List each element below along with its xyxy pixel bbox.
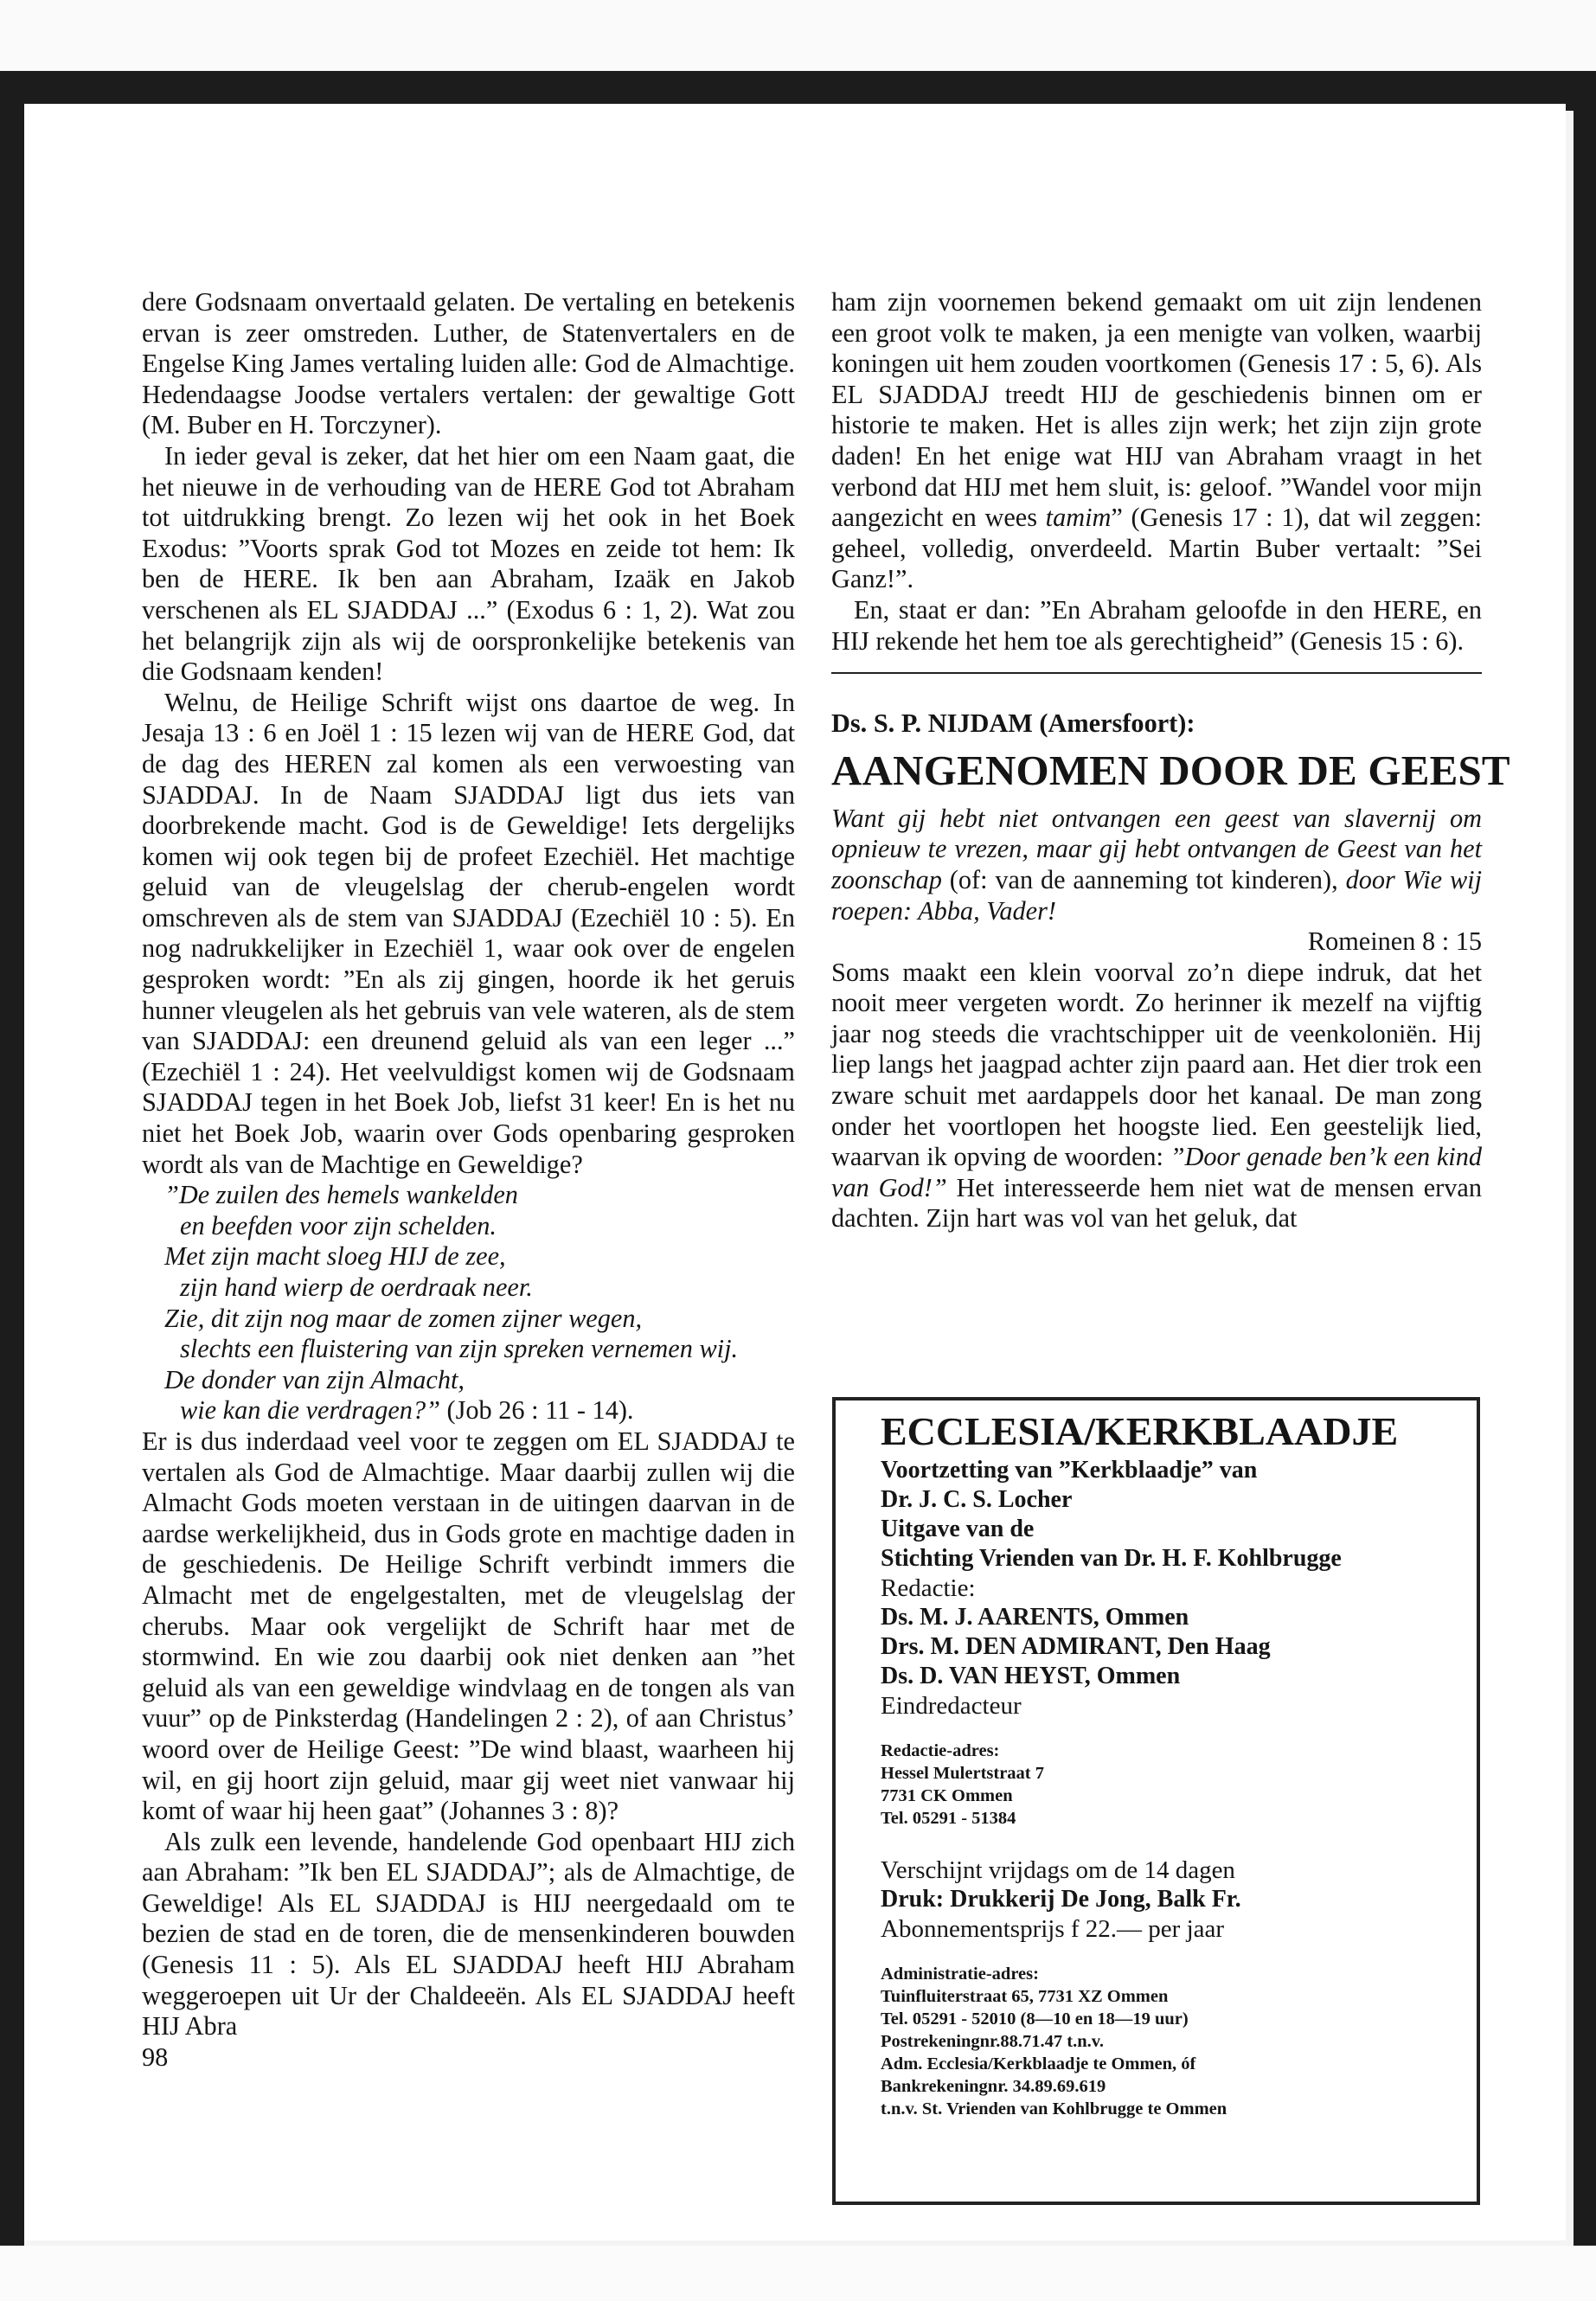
text-run: Soms maakt een klein voorval zo’n diepe indruk, dat het nooit meer vergeten wordt. Zo herinner ik mezelf na vijftig jaar nog steeds die vrachtschipper uit de veenkoloniën. Hij liep langs het jaagpad achter zijn paard aan. Het dier trok een zware schuit met aardappels door het kanaal. De man zong onder het voortlopen het hoogste lied. Een geestelijk lied, waarvan ik opving de woorden: xyxy=(831,957,1482,1172)
poem-line: ”De zuilen des hemels wankelden xyxy=(164,1180,518,1210)
editor-line: Ds. M. J. AARENTS, Ommen xyxy=(881,1604,1189,1631)
poem-quote xyxy=(142,1180,795,1426)
paragraph xyxy=(831,958,1482,1234)
text-run: door Wie wij roepen: Abba, Vader! xyxy=(831,864,1483,926)
address-label: Redactie-adres: xyxy=(881,1741,1000,1760)
text-run: Want gij hebt niet ontvangen een geest van slavernij om opnieuw te vrezen, maar gij hebt ontvangen de Geest van het zoonschap xyxy=(831,803,1482,894)
editor-line: Drs. M. DEN ADMIRANT, Den Haag xyxy=(881,1633,1271,1660)
poem-line: De donder van zijn Almacht, xyxy=(164,1364,465,1394)
chief-editor-label: Eindredacteur xyxy=(881,1692,1022,1720)
admin-label: Administratie-adres: xyxy=(881,1965,1039,1984)
text-run: Het interesseerde hem niet wat de mensen ervan dachten. Zijn hart was vol van het geluk, dat xyxy=(831,1172,1482,1234)
colophon-box xyxy=(832,1397,1480,2205)
poem-reference: (Job 26 : 11 - 14). xyxy=(439,1395,634,1426)
editor-line: Ds. D. VAN HEYST, Ommen xyxy=(881,1663,1181,1689)
article-author: Ds. S. P. NIJDAM (Amersfoort): xyxy=(831,708,1195,739)
scan-top-margin xyxy=(0,0,1596,71)
spacer xyxy=(881,1830,1477,1856)
poem-line: en beefden voor zijn schelden. xyxy=(180,1210,497,1240)
colophon-publisher: Stichting Vrienden van Dr. H. F. Kohlbrugge xyxy=(881,1545,1342,1572)
italic-quote: ”Door genade ben’k een kind van God!” xyxy=(831,1142,1482,1202)
paragraph: Als zulk een levende, handelende God openbaart HIJ zich aan Abraham: ”Ik ben EL SJADDAJ”; als de Almachtige, de Geweldige! Als EL SJADDAJ is HIJ neergedaald om te bezien de stad en de toren, die de mensenkinderen bouwden (Genesis 11 : 5). Als EL SJADDAJ heeft HIJ Abraham weggeroepen uit Ur der Chaldeeën. Als EL SJADDAJ heeft HIJ Abra xyxy=(142,1826,795,2041)
scan-left-edge xyxy=(0,71,24,2251)
colophon-publisher: Uitgave van de xyxy=(881,1516,1035,1542)
text-run: (of: van de aanneming tot kinderen), xyxy=(941,864,1346,894)
poem-line: Zie, dit zijn nog maar de zomen zijner wegen, xyxy=(164,1303,643,1333)
spacer xyxy=(881,1944,1477,1963)
admin-line: Postrekeningnr.88.71.47 t.n.v. xyxy=(881,2032,1104,2051)
admin-line: Tuinfluiterstraat 65, 7731 XZ Ommen xyxy=(881,1987,1169,2006)
colophon-title: ECCLESIA/KERKBLAADJE xyxy=(881,1409,1399,1453)
article-title: AANGENOMEN DOOR DE GEEST xyxy=(831,746,1510,794)
address-line: Hessel Mulertstraat 7 xyxy=(881,1764,1044,1783)
paragraph: Er is dus inderdaad veel voor te zeggen om EL SJADDAJ te vertalen als God de Almachtige. Maar daarbij zullen wij die Almacht Gods moeten verstaan in de uitingen daarvan in de aardse werkelijkheid, dus in Gods grote en machtige daden in de geschiedenis. De Heilige Schrift verbindt immers die Almacht met de engelgestalten, met de vleugelslag der cherubs. Maar ook vergelijkt de Schrift haar met de stormwind. En wie zou daarbij ook niet denken aan ”het geluid als van een geweldige windvlaag en de tongen als van vuur” op de Pinksterdag (Handelingen 2 : 2), of aan Christus’ woord over de Heilige Geest: ”De wind blaast, waarheen hij wil, en gij hoort zijn geluid, maar gij weet niet vanwaar hij komt of waar hij heen gaat” (Johannes 3 : 8)? xyxy=(142,1426,795,1826)
admin-line: Tel. 05291 - 52010 (8—10 en 18—19 uur) xyxy=(881,2009,1189,2029)
editorial-label: Redactie: xyxy=(881,1574,976,1602)
address-line: Tel. 05291 - 51384 xyxy=(881,1809,1016,1828)
page-number: 98 xyxy=(142,2041,169,2072)
poem-line: wie kan die verdragen?” xyxy=(180,1395,440,1426)
subscription-price: Abonnementsprijs f 22.— per jaar xyxy=(881,1915,1225,1943)
magazine-page xyxy=(24,104,1566,2240)
italic-word: tamim xyxy=(1045,503,1112,533)
colophon-subtitle: Voortzetting van ”Kerkblaadje” van xyxy=(881,1457,1258,1484)
poem-line: zijn hand wierp de oerdraak neer. xyxy=(180,1272,533,1302)
admin-line: t.n.v. St. Vrienden van Kohlbrugge te Ommen xyxy=(881,2099,1227,2118)
paragraph xyxy=(831,287,1482,595)
right-column xyxy=(831,287,1510,1234)
left-column xyxy=(142,287,795,2073)
colophon-subtitle: Dr. J. C. S. Locher xyxy=(881,1486,1073,1513)
paragraph: En, staat er dan: ”En Abraham geloofde in den HERE, en HIJ rekende het hem toe als gerechtigheid” (Genesis 15 : 6). xyxy=(831,594,1482,656)
admin-line: Bankrekeningnr. 34.89.69.619 xyxy=(881,2077,1106,2096)
paragraph: In ieder geval is zeker, dat het hier om een Naam gaat, die het nieuwe in de verhouding van de HERE God tot Abraham tot uitdrukking brengt. Zo lezen wij het ook in het Boek Exodus: ”Voorts sprak God tot Mozes en zeide tot hem: Ik ben de HERE. Ik ben aan Abraham, Izaäk en Jakob verschenen als EL SJADDAJ ...” (Exodus 6 : 1, 2). Wat zou het belangrijk zijn als wij de oorspronkelijke betekenis van die Godsnaam kenden! xyxy=(142,440,795,687)
admin-line: Adm. Ecclesia/Kerkblaadje te Ommen, óf xyxy=(881,2054,1196,2073)
text-run: ham zijn voornemen bekend gemaakt om uit zijn lendenen een groot volk te maken, ja een menigte van volken, waarbij koningen uit hem zouden voortkomen (Genesis 17 : 5, 6). Als EL SJADDAJ treedt HIJ de geschiedenis binnen om er historie te maken. Het is alles zijn werk; het zijn zijn grote daden! En het enige wat HIJ van Abraham vraagt in het verbond dat HIJ met hem sluit, is: geloof. ”Wandel voor mijn aangezicht en wees xyxy=(831,287,1482,533)
scan-bottom-margin xyxy=(0,2246,1596,2301)
publication-frequency: Verschijnt vrijdags om de 14 dagen xyxy=(881,1856,1235,1884)
paragraph: Welnu, de Heilige Schrift wijst ons daartoe de weg. In Jesaja 13 : 6 en Joël 1 : 15 lezen wij van de HERE God, dat de dag des HEREN zal komen als een verwoesting van SJADDAJ. In de Naam SJADDAJ ligt dus iets van doorbrekende macht. God is de Geweldige! Iets dergelijks komen wij ook tegen bij de profeet Ezechiël. Het machtige geluid van de vleugelslag der cherub-engelen wordt omschreven als de stem van SJADDAJ (Ezechiël 10 : 5). En nog nadrukkelijker in Ezechiël 1, waar ook over de engelen gesproken wordt: ”En als zij gingen, hoorde ik het geruis hunner vleugelen als het gebruis van vele wateren, als de stem van SJADDAJ: een dreunend geluid als van een leger ...” (Ezechiël 1 : 24). Het veelvuldigst komen wij de Godsnaam SJADDAJ tegen in het Boek Job, liefst 31 keer! En is het nu niet het Boek Job, waarin over Gods openbaring gesproken wordt als van de Machtige en Geweldige? xyxy=(142,687,795,1179)
poem-line: Met zijn macht sloeg HIJ de zee, xyxy=(164,1241,506,1272)
spacer xyxy=(881,1721,1477,1740)
poem-line: slechts een fluistering van zijn spreken vernemen wij. xyxy=(180,1334,739,1364)
printer-line: Druk: Drukkerij De Jong, Balk Fr. xyxy=(881,1886,1241,1913)
poem-line-last xyxy=(142,1395,795,1426)
scan-right-edge xyxy=(1574,71,1596,2251)
text-run: ” (Genesis 17 : 1), dat wil zeggen: geheel, volledig, onverdeeld. Martin Buber vertaalt: ”Sei Ganz!”. xyxy=(831,503,1482,594)
epigraph xyxy=(831,804,1482,926)
address-line: 7731 CK Ommen xyxy=(881,1786,1013,1805)
epigraph-reference: Romeinen 8 : 15 xyxy=(1307,926,1482,957)
section-divider xyxy=(831,672,1482,674)
paragraph: dere Godsnaam onvertaald gelaten. De vertaling en betekenis ervan is zeer omstreden. Luther, de Statenvertalers en de Engelse King James vertaling luiden alle: God de Almachtige. Hedendaagse Joodse vertalers vertalen: der gewaltige Gott (M. Buber en H. Torczyner). xyxy=(142,287,795,440)
